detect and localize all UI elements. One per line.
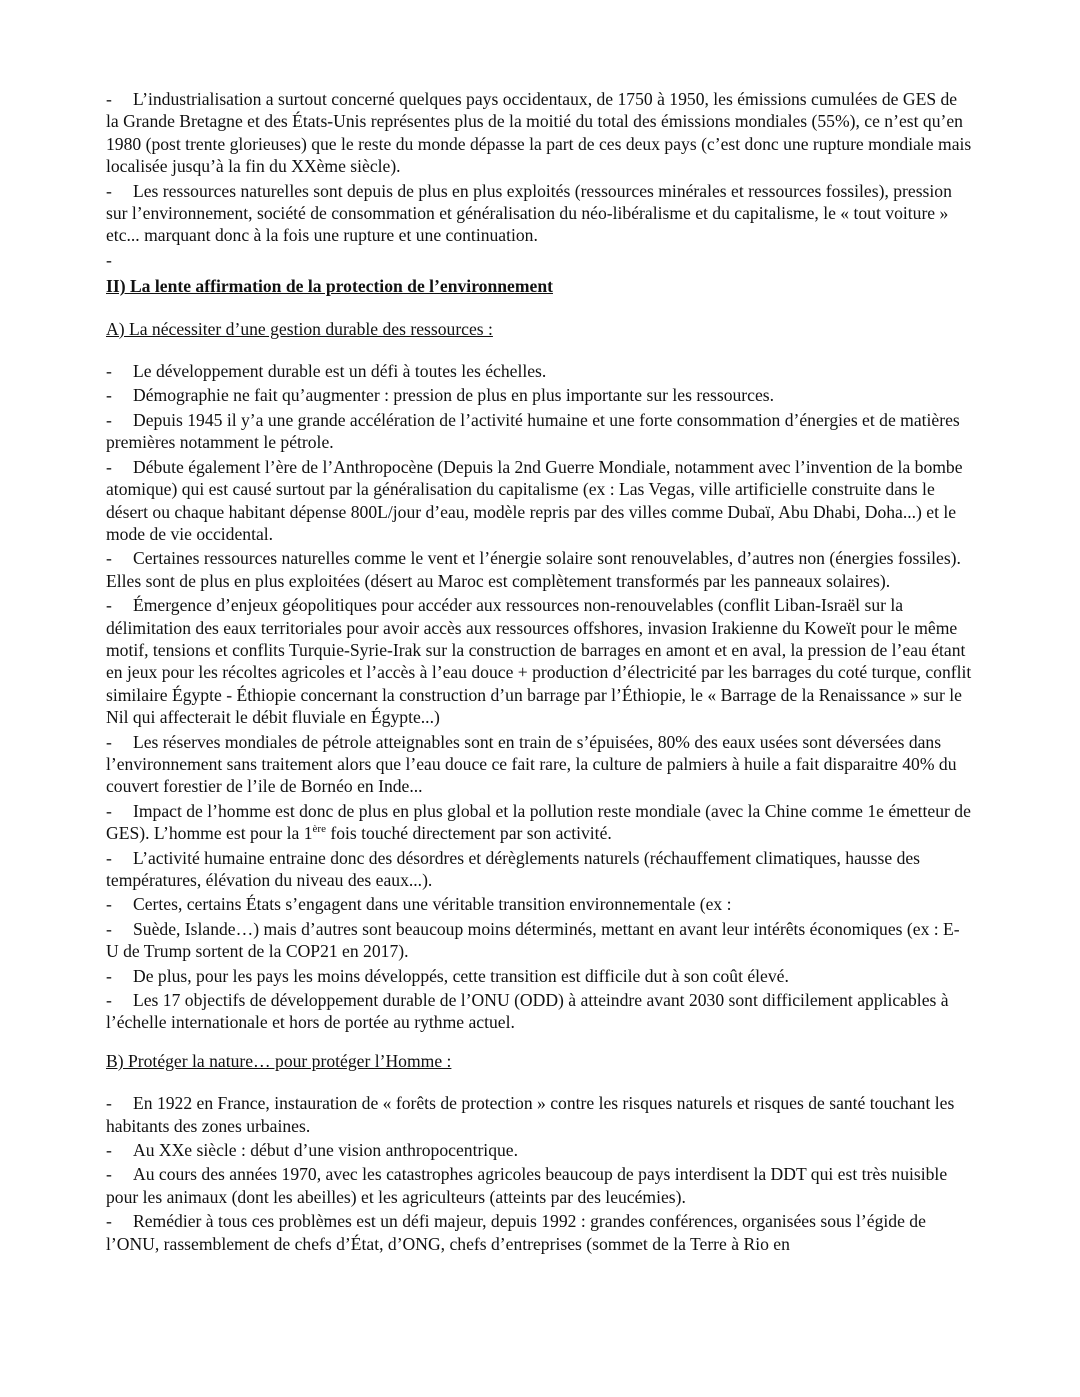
empty-list-item: - <box>106 249 112 270</box>
list-item: - Depuis 1945 il y’a une grande accélération de l’activité humaine et une forte consommation d’énergies et de matières premières notamment le pétrole. <box>106 409 960 453</box>
subsection-title-b: B) Protéger la nature… pour protéger l’Homme : <box>106 1050 452 1071</box>
list-item: - L’activité humaine entraine donc des désordres et dérèglements naturels (réchauffement climatiques, hausse des températures, élévation du niveau des eaux...). <box>106 847 921 890</box>
list-item: - Certaines ressources naturelles comme le vent et l’énergie solaire sont renouvelables, d’autres non (énergies fossiles). Elles sont de plus en plus exploitées (désert au Maroc est complètement transformés par les panneaux solaires). <box>106 548 961 591</box>
list-item: - L’industrialisation a surtout concerné quelques pays occidentaux, de 1750 à 1950, les émissions cumulées de GES de la Grande Bretagne et des États-Unis représentes plus de la moitié du total des émissions mondiales (55%), ce n’est qu’en 1980 (post trente glorieuses) que le reste du monde dépasse la part de ces deux pays (c’est donc une rupture mondiale mais localisée jusqu’à la fin du XXème siècle). <box>106 89 972 177</box>
subsection-title-a: A) La nécessiter d’une gestion durable des ressources : <box>106 318 493 339</box>
section-title: II) La lente affirmation de la protection de l’environnement <box>106 276 553 297</box>
list-item: - Certes, certains États s’engagent dans une véritable transition environnementale (ex : <box>106 894 732 915</box>
list-item: - Le développement durable est un défi à toutes les échelles. <box>106 361 547 382</box>
list-item: - Les 17 objectifs de développement durable de l’ONU (ODD) à atteindre avant 2030 sont difficilement applicables à l’échelle internationale et hors de portée au rythme actuel. <box>106 990 949 1033</box>
list-item: - Les ressources naturelles sont depuis de plus en plus exploités (ressources minérales et ressources fossiles), pression sur l’environnement, société de consommation et généralisation du néo-libéralisme et du capitalisme, le « tout voiture » etc... marquant donc à la fois une rupture et une continuation. <box>106 180 952 246</box>
list-item: - Remédier à tous ces problèmes est un défi majeur, depuis 1992 : grandes conférences, organisées sous l’égide de l’ONU, rassemblement de chefs d’État, d’ONG, chefs d’entreprises (sommet de la Terre à Rio en <box>106 1211 926 1254</box>
subsection-a-list <box>106 360 972 1034</box>
list-item: - Les réserves mondiales de pétrole atteignables sont en train de s’épuisées, 80% des eaux usées sont déversées dans l’environnement sans traitement alors que l’eau douce ce fait rare, la culture de palmiers à huile a fait disparaitre 40% du couvert forestier de l’ile de Bornéo en Inde... <box>106 731 957 797</box>
list-item: - Au cours des années 1970, avec les catastrophes agricoles beaucoup de pays interdisent la DDT qui est très nuisible pour les animaux (dont les abeilles) et les agriculteurs (atteints par des leucémies). <box>106 1164 948 1207</box>
intro-list <box>106 88 972 271</box>
list-item: - De plus, pour les pays les moins développés, cette transition est difficile dut à son coût élevé. <box>106 965 789 986</box>
subsection-b-list <box>106 1092 972 1255</box>
list-item: - Au XXe siècle : début d’une vision anthropocentrique. <box>106 1140 519 1161</box>
list-item: - En 1922 en France, instauration de « forêts de protection » contre les risques naturels et risques de santé touchant les habitants des zones urbaines. <box>106 1093 955 1136</box>
list-item: - Suède, Islande…) mais d’autres sont beaucoup moins déterminés, mettant en avant leur intérêts économiques (ex : E-U de Trump sortent de la COP21 en 2017). <box>106 918 960 962</box>
list-item: - Émergence d’enjeux géopolitiques pour accéder aux ressources non-renouvelables (conflit Liban-Israël sur la délimitation des eaux territoriales pour avoir accès aux ressources offshores, invasion Irakienne du Koweït pour le même motif, tensions et conflits Turquie-Syrie-Irak sur la construction de barrages en amont et en aval, la pression de l’eau étant en jeux pour les récoltes agricoles et l’accès à l’eau douce + production d’électricité par les barrages du coté turque, conflit similaire Égypte - Éthiopie concernant la construction d’un barrage par l’Éthiopie, le « Barrage de la Renaissance » sur le Nil qui affecterait le débit fluviale en Égypte...) <box>106 595 972 728</box>
list-item: - Débute également l’ère de l’Anthropocène (Depuis la 2nd Guerre Mondiale, notamment avec l’invention de la bombe atomique) qui est causé surtout par la généralisation du capitalisme (ex : Las Vegas, ville artificielle construite dans le désert ou chaque habitant dépense 800L/jour d’eau, modèle repris par des villes comme Dubaï, Abu Dhabi, Doha...) et le mode de vie occidental. <box>106 456 963 544</box>
superscript: ère <box>312 823 326 836</box>
list-item: - Impact de l’homme est donc de plus en plus global et la pollution reste mondiale (avec la Chine comme 1e émetteur de GES). L’homme est pour la 1ère fois touché directement par son activité. <box>106 800 971 844</box>
list-item: - Démographie ne fait qu’augmenter : pression de plus en plus importante sur les ressources. <box>106 385 775 406</box>
